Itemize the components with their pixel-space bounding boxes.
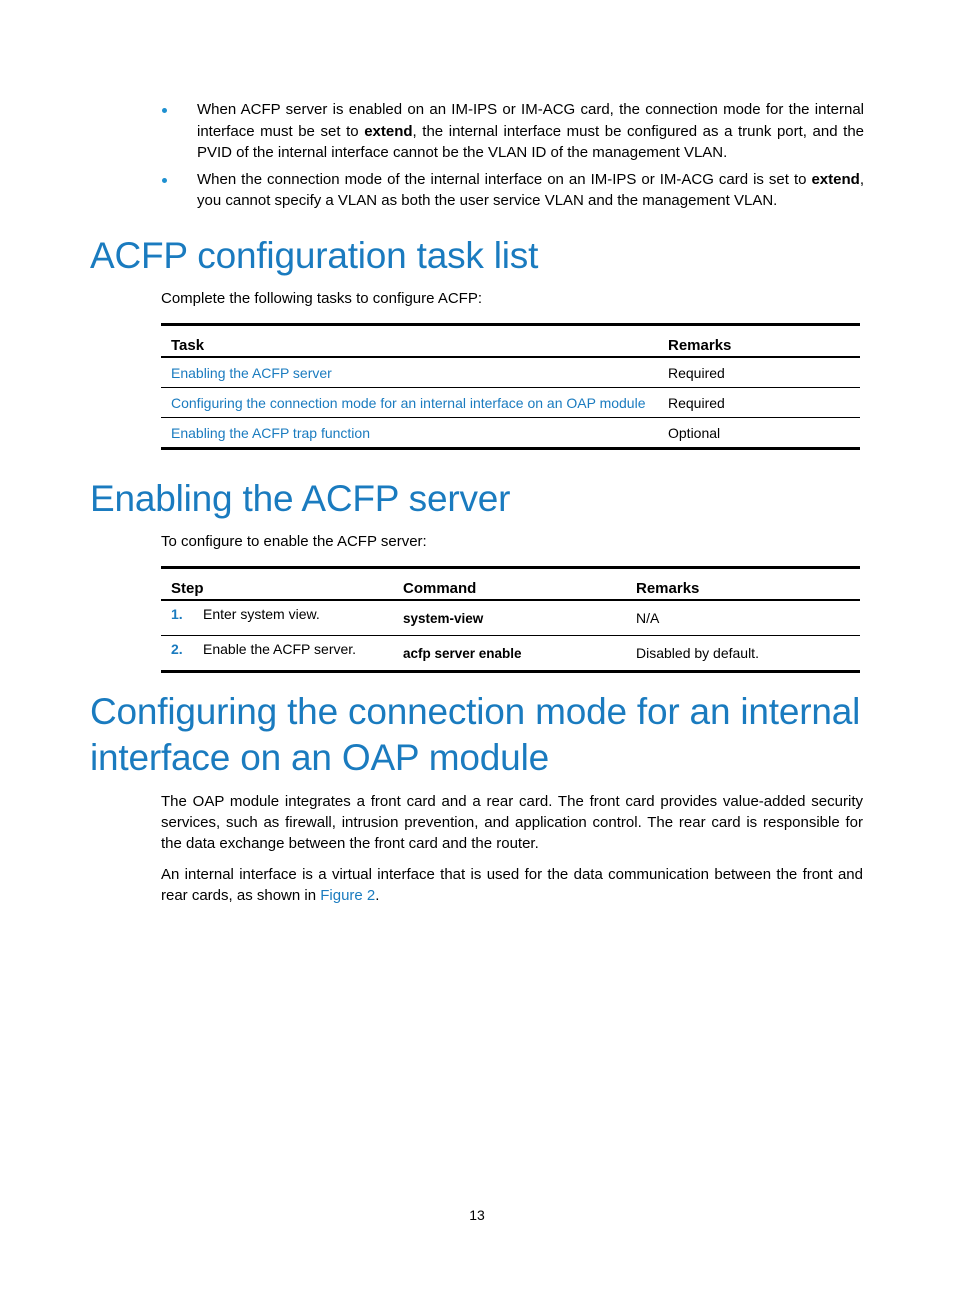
step-description: Enter system view. — [203, 606, 320, 622]
remarks-cell: Disabled by default. — [636, 645, 759, 661]
table-row — [161, 357, 860, 388]
column-header-step: Step — [171, 580, 204, 597]
section-heading-task-list: ACFP configuration task list — [90, 235, 539, 276]
link-enabling-acfp-trap[interactable]: Enabling the ACFP trap function — [171, 424, 370, 441]
column-header-remarks: Remarks — [668, 337, 732, 354]
figure-2-link[interactable]: Figure 2 — [320, 887, 376, 904]
column-header-task: Task — [171, 337, 205, 354]
remarks-cell: Required — [668, 364, 725, 381]
remarks-cell: N/A — [636, 610, 660, 626]
step-table — [161, 566, 860, 673]
step-description: Enable the ACFP server. — [203, 641, 357, 657]
remarks-cell: Required — [668, 394, 725, 411]
step-number: 1. — [171, 606, 183, 622]
bullet-dot-icon — [162, 178, 167, 183]
enabling-server-intro: To configure to enable the ACFP server: — [161, 533, 427, 550]
table-row — [161, 418, 860, 449]
bullet-item: When ACFP server is enabled on an IM-IPS or IM-ACG card, the connection mode for the internal interface must be set to extend, the internal interface must be configured as a trunk port, and the PVID of the internal interface cannot be the VLAN ID of the management VLAN. — [162, 99, 864, 164]
bullet-dot-icon — [162, 108, 167, 113]
table-row — [161, 388, 860, 418]
note-bullet-list — [162, 99, 864, 217]
remarks-cell: Optional — [668, 424, 721, 441]
section-heading-connection-mode: Configuring the connection mode for an internal interface on an OAP module — [90, 691, 861, 778]
table-row — [161, 636, 860, 672]
column-header-remarks: Remarks — [636, 580, 700, 597]
link-configuring-connection-mode[interactable]: Configuring the connection mode for an internal interface on an OAP module — [171, 394, 646, 411]
step-number: 2. — [171, 641, 183, 657]
table-header-row — [161, 325, 860, 358]
column-header-command: Command — [403, 580, 477, 597]
table-header-row — [161, 568, 860, 601]
link-enabling-acfp-server[interactable]: Enabling the ACFP server — [171, 364, 332, 381]
command-cell: acfp server enable — [403, 645, 522, 661]
section-heading-enabling-server: Enabling the ACFP server — [90, 478, 511, 519]
bullet-item: When the connection mode of the internal interface on an IM-IPS or IM-ACG card is set to extend, you cannot specify a VLAN as both the user service VLAN and the management VLAN. — [162, 169, 864, 212]
page-number: 13 — [469, 1207, 485, 1223]
task-table — [161, 323, 860, 450]
command-cell: system-view — [403, 610, 484, 626]
internal-interface-paragraph: An internal interface is a virtual interface that is used for the data communication between the front and rear cards, as shown in Figure 2. — [161, 866, 863, 904]
table-row — [161, 600, 860, 636]
task-list-intro: Complete the following tasks to configure ACFP: — [161, 290, 482, 307]
oap-module-paragraph: The OAP module integrates a front card and a rear card. The front card provides value-added security services, such as firewall, intrusion prevention, and application control. The rear card is responsible for the data exchange between the front card and the router. — [161, 793, 863, 852]
